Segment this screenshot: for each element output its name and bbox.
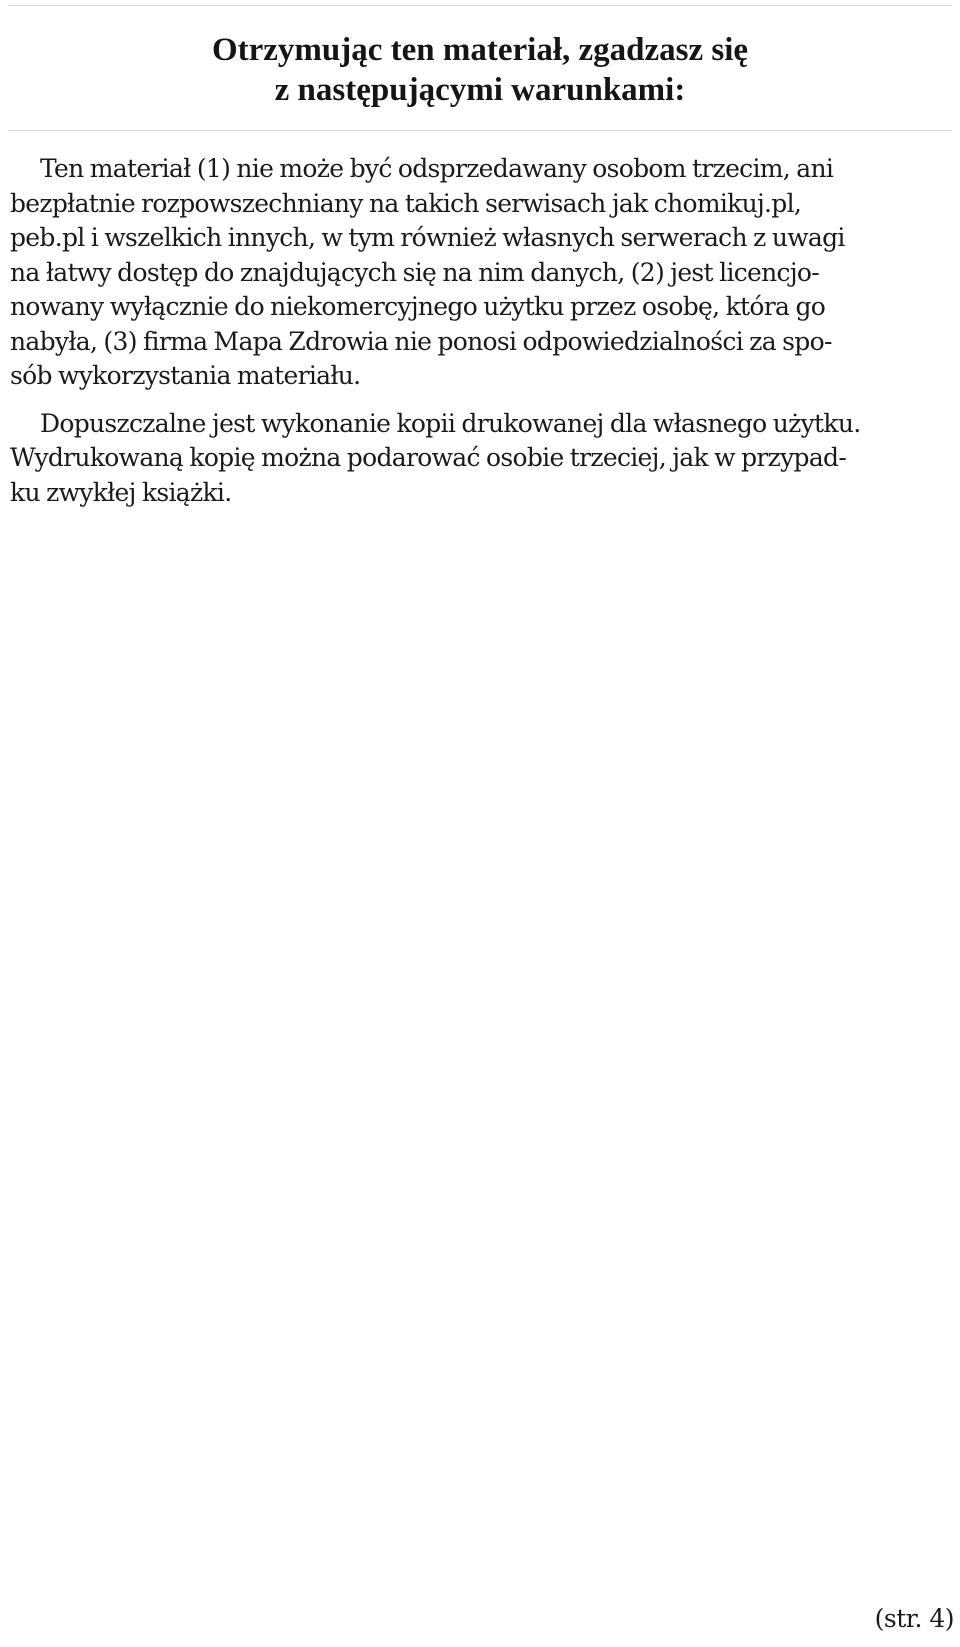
text-line: Dopuszczalne jest wykonanie kopii drukowanej dla własnego użytku. [40, 408, 861, 438]
text-line: Wydrukowaną kopię można podarować osobie trzeciej, jak w przypad- [10, 443, 847, 472]
page-number: (str. 4) [874, 1604, 954, 1633]
page-title [0, 30, 960, 110]
title-line: Otrzymując ten materiał, zgadzasz się [211, 32, 749, 68]
text-line: nowany wyłącznie do niekomercyjnego użytku przez osobę, która go [10, 292, 826, 321]
text-line: ku zwykłej książki. [10, 477, 232, 507]
print-copy-paragraph [10, 407, 955, 511]
title-line: z następującymi warunkami: [274, 72, 686, 108]
top-divider [8, 5, 952, 6]
text-line: nabyła, (3) firma Mapa Zdrowia nie ponosi odpowiedzialności za spo- [10, 326, 832, 356]
document-body [10, 152, 955, 510]
license-terms-paragraph [10, 152, 955, 394]
text-line: peb.pl i wszelkich innych, w tym również własnych serwerach z uwagi [10, 223, 845, 252]
text-line: sób wykorzystania materiału. [10, 361, 361, 390]
text-line: bezpłatnie rozpowszechniany na takich serwisach jak chomikuj.pl, [10, 188, 802, 218]
header-divider [8, 130, 952, 131]
text-line: Ten materiał (1) nie może być odsprzedawany osobom trzecim, ani [40, 154, 834, 183]
text-line: na łatwy dostęp do znajdujących się na nim danych, (2) jest licencjo- [10, 257, 819, 287]
